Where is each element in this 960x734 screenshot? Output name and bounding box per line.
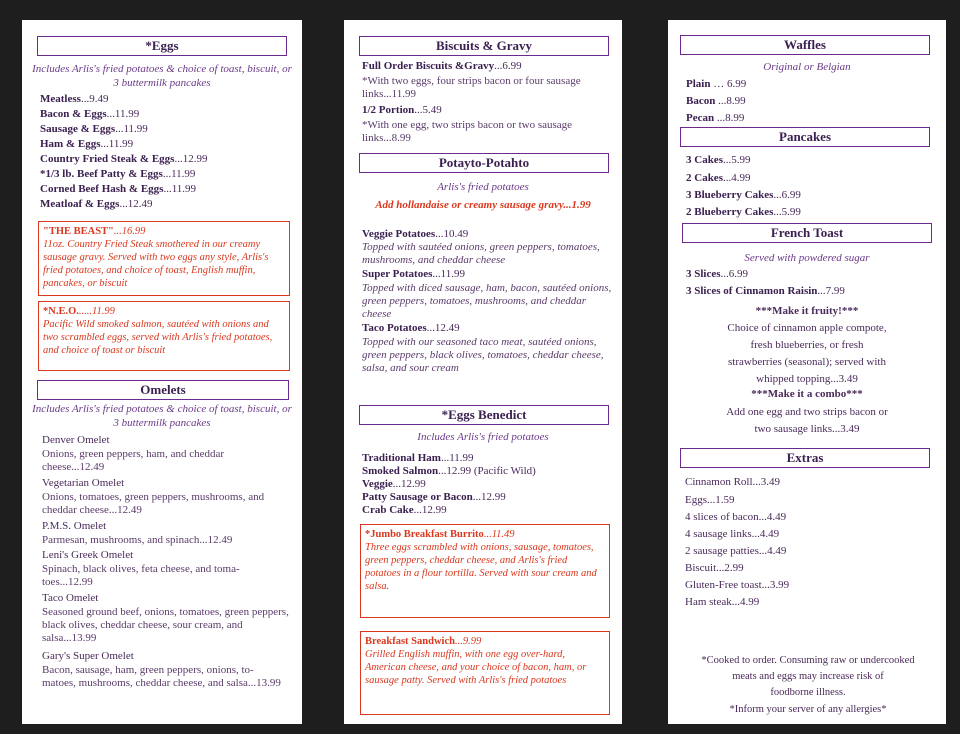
extras-item: 4 slices of bacon...4.49 xyxy=(685,511,787,523)
menu-item: 3 Slices...6.99 xyxy=(686,268,749,280)
benedict-subtitle: Includes Arlis's fried potatoes xyxy=(417,431,549,443)
combo-line: Add one egg and two strips bacon or xyxy=(726,406,888,418)
menu-item: Corned Beef Hash & Eggs...11.99 xyxy=(40,183,197,195)
menu-item: Country Fried Steak & Eggs...12.99 xyxy=(40,153,208,165)
menu-item: Meatloaf & Eggs...12.49 xyxy=(40,198,153,210)
raw-food-warning-line: foodborne illness. xyxy=(770,687,846,698)
omelet-desc: Bacon, sausage, ham, green peppers, onions, to- matoes, mushrooms, cheddar cheese, and salsa...13.99 xyxy=(42,664,281,689)
menu-item: Super Potatoes...11.99 xyxy=(362,268,465,280)
omelet-name: Taco Omelet xyxy=(42,592,99,604)
burrito-desc: Three eggs scrambled with onions, sausage, tomatoes, green peppers, cheddar cheese, and Arlis's fried potatoes in a flour tortilla. Served with sour cream and salsa. xyxy=(365,542,597,592)
raw-food-warning-line: meats and eggs may increase risk of xyxy=(732,671,884,682)
menu-item-desc: Topped with our seasoned taco meat, sautéed onions, green peppers, black olives, tomatoes, cheddar cheese, salsa, and sour cream xyxy=(362,336,604,374)
menu-item: 2 Blueberry Cakes...5.99 xyxy=(686,206,801,218)
burrito-box xyxy=(360,524,610,618)
menu-item: Sausage & Eggs...11.99 xyxy=(40,123,148,135)
burrito-title: *Jumbo Breakfast Burrito...11.49 xyxy=(365,529,515,540)
menu-item: 3 Cakes...5.99 xyxy=(686,154,751,166)
menu-item-desc: *With two eggs, four strips bacon or four sausage links...11.99 xyxy=(362,75,581,100)
menu-item: Smoked Salmon...12.99 (Pacific Wild) xyxy=(362,465,536,477)
omelet-name: Vegetarian Omelet xyxy=(42,477,125,489)
omelets-subtitle: Includes Arlis's fried potatoes & choice of toast, biscuit, or 3 buttermilk pancakes xyxy=(32,403,292,429)
menu-item: Traditional Ham...11.99 xyxy=(362,452,474,464)
omelet-name: Denver Omelet xyxy=(42,434,110,446)
potato-section-header: Potayto-Potahto xyxy=(359,153,609,173)
extras-section-header: Extras xyxy=(680,448,930,468)
benedict-section-header: *Eggs Benedict xyxy=(359,405,609,425)
menu-item-desc: *With one egg, two strips bacon or two sausage links...8.99 xyxy=(362,119,573,144)
biscuits-section-header: Biscuits & Gravy xyxy=(359,36,609,56)
menu-item: Plain … 6.99 xyxy=(686,78,747,90)
menu-item: *1/3 lb. Beef Patty & Eggs...11.99 xyxy=(40,168,196,180)
menu-item: Bacon & Eggs...11.99 xyxy=(40,108,140,120)
menu-item: Ham & Eggs...11.99 xyxy=(40,138,134,150)
omelet-desc: Onions, tomatoes, green peppers, mushrooms, and cheddar cheese...12.49 xyxy=(42,491,265,516)
make-it-combo-title: ***Make it a combo*** xyxy=(751,388,863,400)
fruity-line: Choice of cinnamon apple compote, xyxy=(727,322,887,334)
waffles-section-header: Waffles xyxy=(680,35,930,55)
menu-item: Patty Sausage or Bacon...12.99 xyxy=(362,491,506,503)
omelet-name: Gary's Super Omelet xyxy=(42,650,134,662)
menu-item: Veggie Potatoes...10.49 xyxy=(362,228,469,240)
the-beast-desc: 11oz. Country Fried Steak smothered in our creamy sausage gravy. Served with two eggs any style, Arlis's fried potatoes, and choice of toast, English muffin, pancakes, or biscuit xyxy=(43,239,269,289)
menu-item: Veggie...12.99 xyxy=(362,478,426,490)
fruity-line: fresh blueberries, or fresh xyxy=(750,339,864,351)
menu-panel-left xyxy=(22,20,302,724)
menu-item-desc: Topped with sautéed onions, green peppers, tomatoes, mushrooms, and cheddar cheese xyxy=(362,241,600,266)
sandwich-desc: Grilled English muffin, with one egg over-hard, American cheese, and your choice of bacon, ham, or sausage patty. Served with Arlis's fried potatoes xyxy=(365,649,587,686)
menu-item: Meatless...9.49 xyxy=(40,93,109,105)
the-beast-title: "THE BEAST"...16.99 xyxy=(43,226,146,237)
extras-item: Gluten-Free toast...3.99 xyxy=(685,579,790,591)
omelets-section-header: Omelets xyxy=(37,380,289,400)
waffles-subtitle: Original or Belgian xyxy=(763,61,851,73)
fruity-line: whipped topping...3.49 xyxy=(756,373,858,385)
extras-item: Cinnamon Roll...3.49 xyxy=(685,476,781,488)
menu-item: Full Order Biscuits &Gravy...6.99 xyxy=(362,60,522,72)
menu-panel-right xyxy=(668,20,946,724)
eggs-section-header: *Eggs xyxy=(37,36,287,56)
menu-item: 1/2 Portion...5.49 xyxy=(362,104,442,116)
fruity-line: strawberries (seasonal); served with xyxy=(728,356,886,368)
extras-item: 4 sausage links...4.49 xyxy=(685,528,780,540)
menu-panel-middle xyxy=(344,20,622,724)
potato-addon: Add hollandaise or creamy sausage gravy...1.99 xyxy=(375,199,591,211)
extras-item: Ham steak...4.99 xyxy=(685,596,760,608)
omelet-name: Leni's Greek Omelet xyxy=(42,549,134,561)
menu-item: Pecan ...8.99 xyxy=(686,112,745,124)
menu-item: 3 Blueberry Cakes...6.99 xyxy=(686,189,801,201)
french-toast-section-header: French Toast xyxy=(682,223,932,243)
sandwich-title: Breakfast Sandwich...9.99 xyxy=(365,636,482,647)
the-beast-box xyxy=(38,221,290,296)
menu-item: 3 Slices of Cinnamon Raisin...7.99 xyxy=(686,285,845,297)
extras-item: Biscuit...2.99 xyxy=(685,562,744,574)
extras-item: Eggs...1.59 xyxy=(685,494,735,506)
neo-desc: Pacific Wild smoked salmon, sautéed with onions and two scrambled eggs, served with Arlis's fried potatoes, and choice of toast or biscuit xyxy=(43,319,273,356)
omelet-desc: Parmesan, mushrooms, and spinach...12.49 xyxy=(42,534,233,546)
neo-title: *N.E.O......11.99 xyxy=(43,306,115,317)
extras-item: 2 sausage patties...4.49 xyxy=(685,545,787,557)
menu-item: Crab Cake...12.99 xyxy=(362,504,447,516)
french-toast-subtitle: Served with powdered sugar xyxy=(744,252,870,264)
raw-food-warning-line: *Cooked to order. Consuming raw or undercooked xyxy=(701,655,915,666)
potato-subtitle: Arlis's fried potatoes xyxy=(437,181,529,193)
allergy-notice: *Inform your server of any allergies* xyxy=(729,704,887,715)
omelet-name: P.M.S. Omelet xyxy=(42,520,107,532)
omelet-desc: Spinach, black olives, feta cheese, and toma- toes...12.99 xyxy=(42,563,240,588)
menu-item: 2 Cakes...4.99 xyxy=(686,172,751,184)
menu-item: Taco Potatoes...12.49 xyxy=(362,322,460,334)
pancakes-section-header: Pancakes xyxy=(680,127,930,147)
omelet-desc: Seasoned ground beef, onions, tomatoes, green peppers, black olives, cheddar cheese, sour cream, and salsa...13.99 xyxy=(42,606,289,644)
sandwich-box xyxy=(360,631,610,715)
neo-box xyxy=(38,301,290,371)
menu-item: Bacon ...8.99 xyxy=(686,95,746,107)
omelet-desc: Onions, green peppers, ham, and cheddar cheese...12.49 xyxy=(42,448,225,473)
make-it-fruity-title: ***Make it fruity!*** xyxy=(755,305,859,317)
combo-line: two sausage links...3.49 xyxy=(754,423,860,435)
menu-item-desc: Topped with diced sausage, ham, bacon, sautéed onions, green peppers, tomatoes, mushrooms, and cheddar cheese xyxy=(362,282,612,320)
eggs-subtitle: Includes Arlis's fried potatoes & choice of toast, biscuit, or 3 buttermilk pancakes xyxy=(32,63,292,89)
